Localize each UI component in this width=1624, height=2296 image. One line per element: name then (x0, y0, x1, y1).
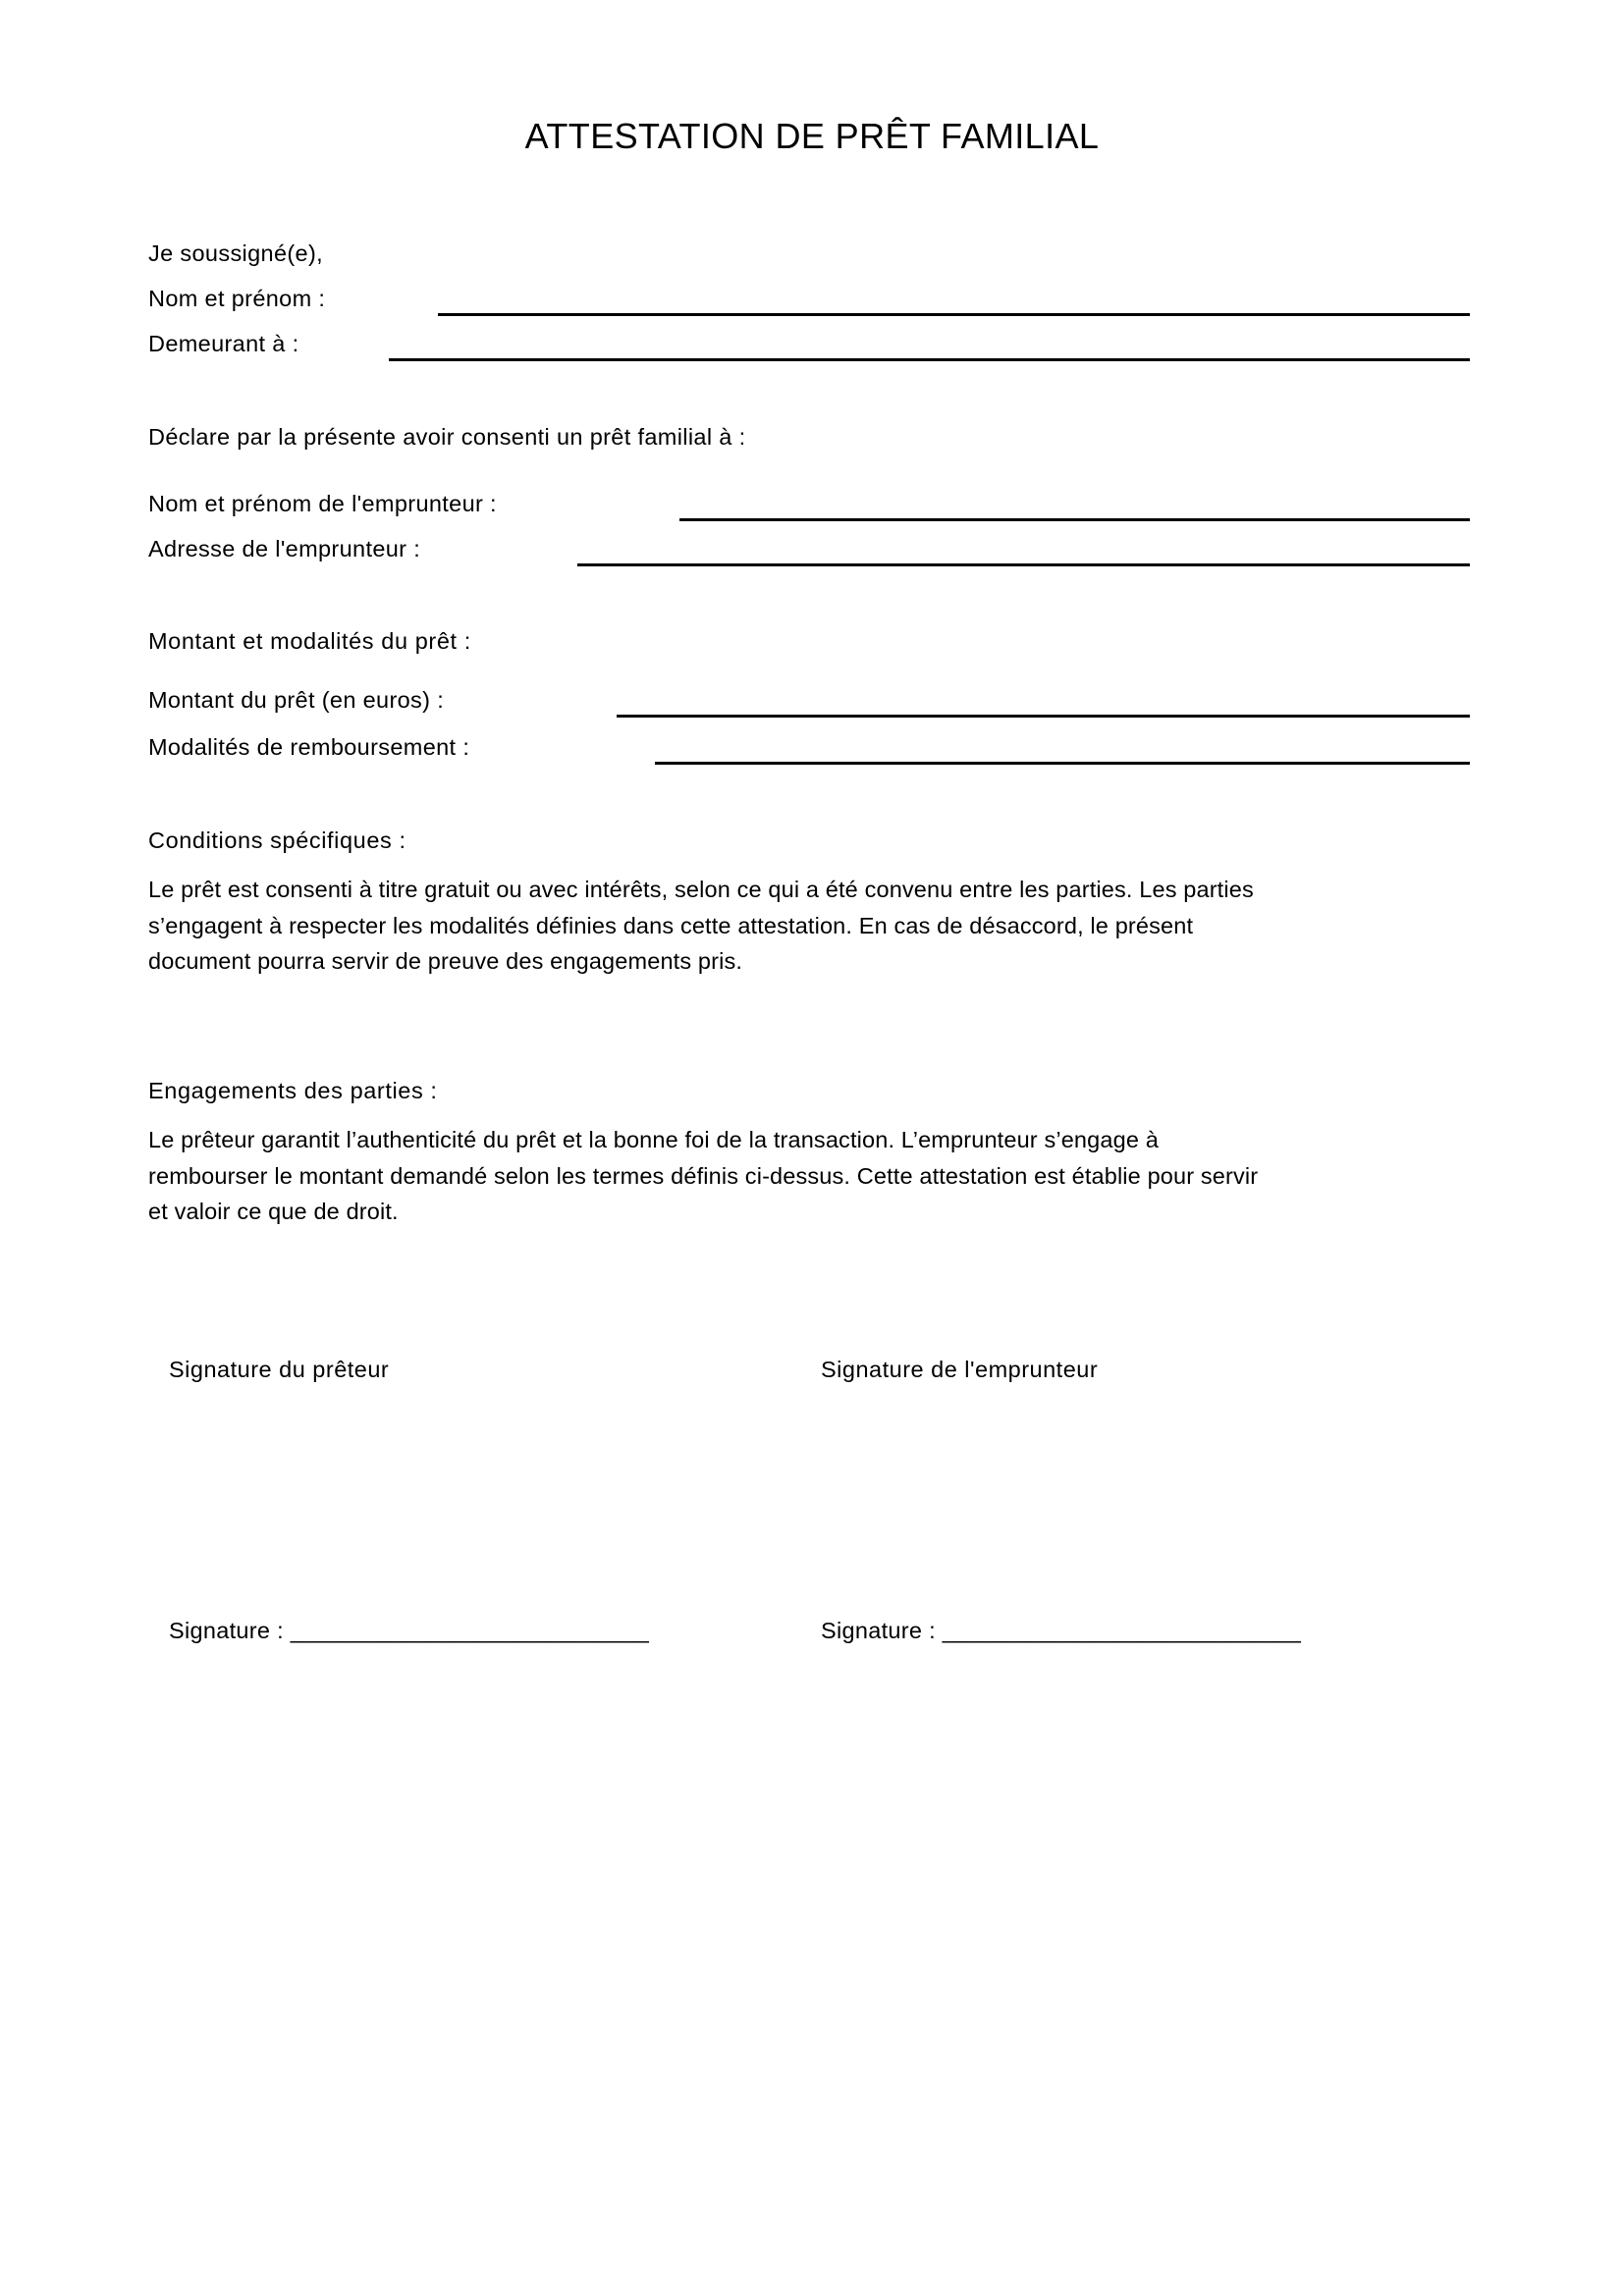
commitments-line-3: et valoir ce que de droit. (148, 1199, 399, 1224)
loan-terms-label: Modalités de remboursement : (148, 734, 470, 760)
conditions-line-2: s’engagent à respecter les modalités définies dans cette attestation. En cas de désaccord, le présent (148, 912, 1194, 938)
borrower-address-input-rule[interactable] (577, 563, 1470, 566)
commitments-line-2: rembourser le montant demandé selon les termes définis ci-dessus. Cette attestation est établie pour servir (148, 1162, 1259, 1189)
loan-terms-input-rule[interactable] (655, 762, 1470, 765)
lender-address-input-rule[interactable] (389, 358, 1470, 361)
borrower-name-label: Nom et prénom de l'emprunteur : (148, 491, 497, 516)
lender-signature-heading: Signature du prêteur (169, 1357, 390, 1382)
loan-amount-input-rule[interactable] (617, 715, 1470, 718)
lender-intro-text: Je soussigné(e), (148, 240, 324, 266)
borrower-signature-field-label: Signature : (821, 1618, 943, 1643)
declaration-text: Déclare par la présente avoir consenti un prêt familial à : (148, 424, 746, 450)
lender-signature-field[interactable] (169, 1618, 648, 1644)
loan-amount-label: Montant du prêt (en euros) : (148, 687, 445, 713)
borrower-signature-heading: Signature de l'emprunteur (821, 1357, 1099, 1382)
borrower-address-label: Adresse de l'emprunteur : (148, 536, 421, 561)
conditions-line-1: Le prêt est consenti à titre gratuit ou avec intérêts, selon ce qui a été convenu entre les parties. Les parties (148, 877, 1254, 902)
conditions-line-3: document pourra servir de preuve des engagements pris. (148, 948, 743, 974)
borrower-signature-blank[interactable]: _____________________________ (942, 1618, 1301, 1643)
page-title: ATTESTATION DE PRÊT FAMILIAL (524, 116, 1100, 156)
conditions-heading: Conditions spécifiques : (148, 828, 406, 853)
lender-name-input-rule[interactable] (438, 313, 1470, 316)
lender-address-label: Demeurant à : (148, 331, 299, 356)
borrower-name-input-rule[interactable] (679, 518, 1470, 521)
commitments-heading: Engagements des parties : (148, 1078, 438, 1103)
loan-section-heading: Montant et modalités du prêt : (148, 628, 471, 654)
lender-name-label: Nom et prénom : (148, 286, 326, 311)
borrower-signature-field[interactable] (821, 1618, 1300, 1644)
commitments-line-1: Le prêteur garantit l’authenticité du prêt et la bonne foi de la transaction. L’emprunteur s’engage à (148, 1127, 1159, 1152)
lender-signature-blank[interactable]: _____________________________ (290, 1618, 649, 1643)
lender-signature-field-label: Signature : (169, 1618, 291, 1643)
